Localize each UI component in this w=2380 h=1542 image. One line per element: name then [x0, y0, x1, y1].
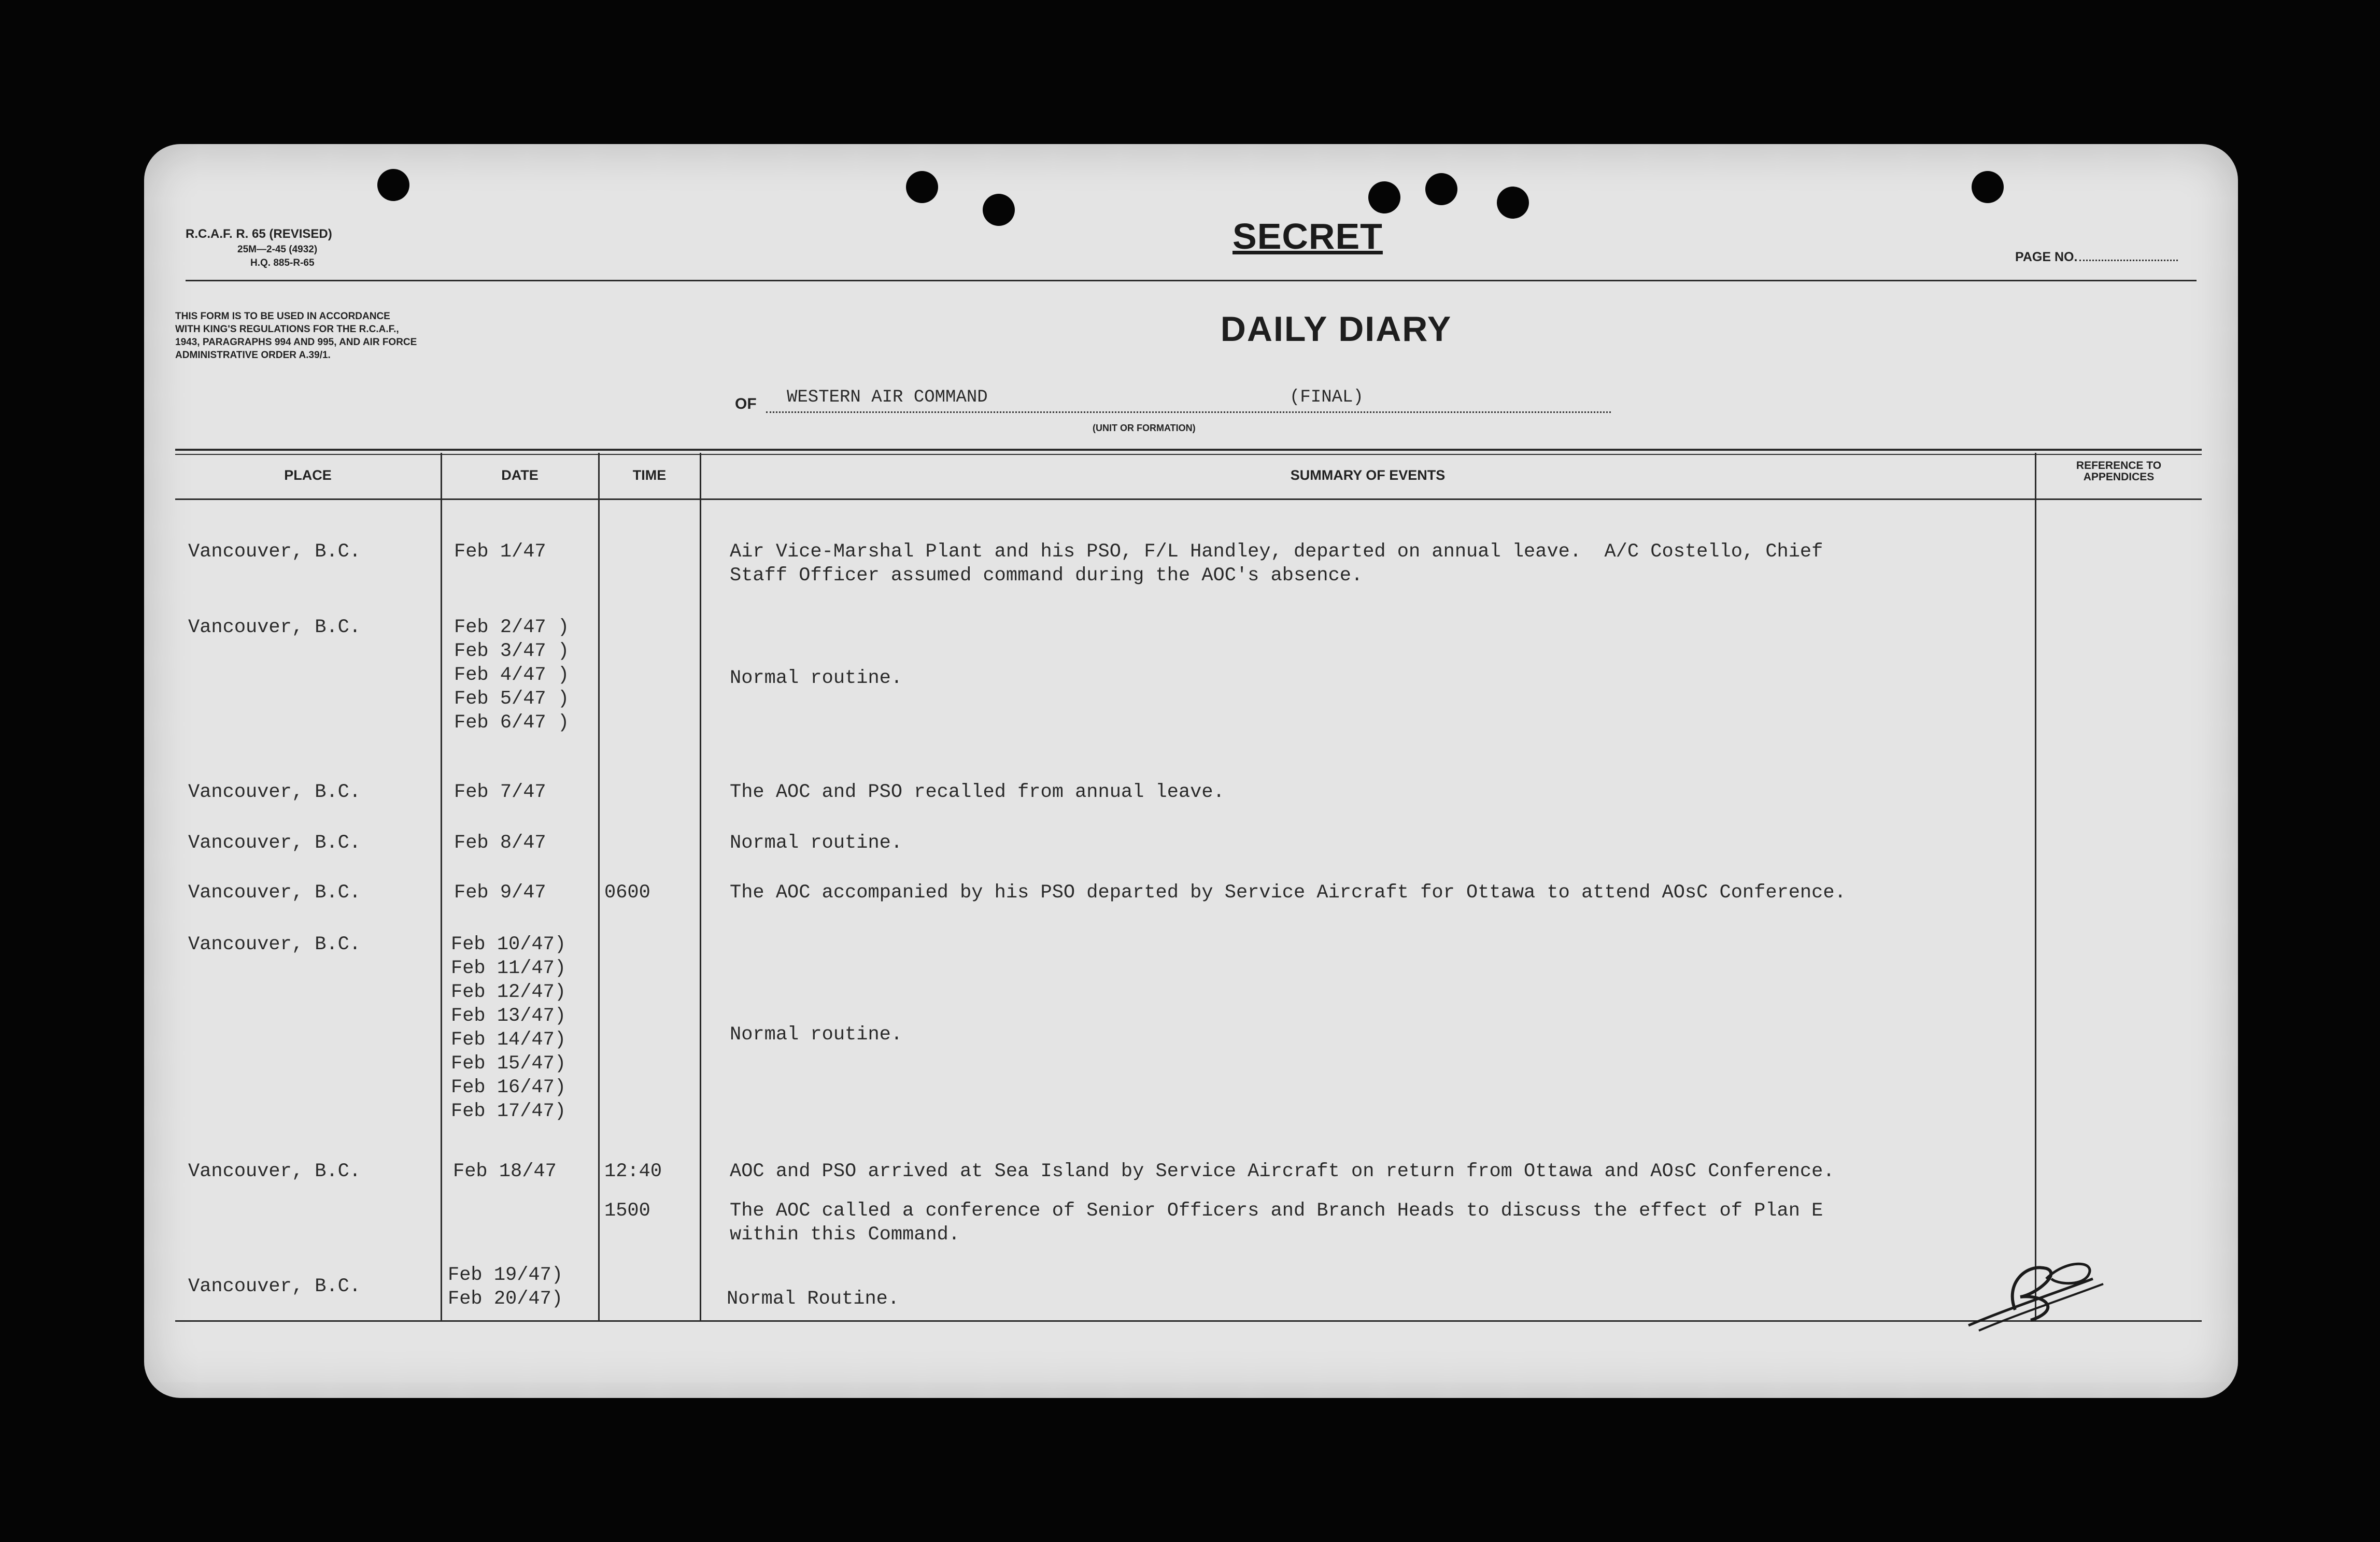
- row-8-summary: within this Command.: [730, 1224, 960, 1246]
- secret-label: SECRET: [1232, 216, 1383, 256]
- row-9-place: Vancouver, B.C.: [188, 1276, 361, 1297]
- page-number-label: PAGE NO.: [2015, 250, 2178, 264]
- unit-name: WESTERN AIR COMMAND: [787, 388, 988, 407]
- row-4-date: Feb 8/47: [454, 832, 546, 854]
- row-6-date: Feb 13/47): [451, 1005, 566, 1027]
- row-2-date: Feb 4/47 ): [454, 664, 570, 686]
- row-2-date: Feb 5/47 ): [454, 688, 570, 710]
- column-divider: [441, 453, 442, 1321]
- column-divider: [700, 453, 701, 1321]
- unit-line: [766, 411, 1611, 413]
- header-date: DATE: [501, 467, 539, 483]
- row-6-date: Feb 17/47): [451, 1101, 566, 1122]
- row-6-date: Feb 11/47): [451, 958, 566, 979]
- row-9-date: Feb 20/47): [448, 1288, 563, 1310]
- row-1-summary: Air Vice-Marshal Plant and his PSO, F/L Handley, departed on annual leave. A/C Costello, Chief: [730, 541, 1823, 563]
- row-2-date: Feb 3/47 ): [454, 640, 570, 662]
- row-2-date: Feb 6/47 ): [454, 712, 570, 734]
- print-code: 25M—2-45 (4932): [237, 244, 318, 255]
- row-1-date: Feb 1/47: [454, 541, 546, 563]
- unit-status: (FINAL): [1290, 388, 1364, 407]
- row-6-date: Feb 12/47): [451, 981, 566, 1003]
- regulation-notice: THIS FORM IS TO BE USED IN ACCORDANCE WITH KING'S REGULATIONS FOR THE R.C.A.F., 1943, PARAGRAPHS 994 AND 995, AND AIR FORCE ADMINISTRATIVE ORDER A.39/1.: [175, 311, 417, 361]
- row-5-time: 0600: [604, 882, 650, 904]
- punch-hole: [906, 171, 938, 203]
- row-3-summary: The AOC and PSO recalled from annual leave.: [730, 781, 1225, 803]
- header-summary: SUMMARY OF EVENTS: [1290, 467, 1446, 483]
- row-8-summary: The AOC called a conference of Senior Officers and Branch Heads to discuss the effect of Plan E: [730, 1200, 1823, 1222]
- header-place: PLACE: [284, 467, 332, 483]
- row-8-time: 1500: [604, 1200, 650, 1222]
- row-6-date: Feb 15/47): [451, 1053, 566, 1075]
- header-rule: [186, 280, 2197, 281]
- row-5-summary: The AOC accompanied by his PSO departed by Service Aircraft for Ottawa to attend AOsC Conference.: [730, 882, 1846, 904]
- row-3-date: Feb 7/47: [454, 781, 546, 803]
- signature-initials: [1958, 1248, 2114, 1336]
- row-1-place: Vancouver, B.C.: [188, 541, 361, 563]
- row-6-date: Feb 16/47): [451, 1077, 566, 1098]
- row-5-place: Vancouver, B.C.: [188, 882, 361, 904]
- row-7-time: 12:40: [604, 1161, 662, 1182]
- of-label: OF: [735, 395, 757, 412]
- unit-caption: (UNIT OR FORMATION): [1093, 423, 1196, 433]
- table-bottom-rule: [175, 1320, 2202, 1322]
- row-7-date: Feb 18/47: [453, 1161, 557, 1182]
- form-title: DAILY DIARY: [1220, 309, 1452, 349]
- row-2-date: Feb 2/47 ): [454, 617, 570, 638]
- row-2-place: Vancouver, B.C.: [188, 617, 361, 638]
- punch-hole: [1972, 171, 2004, 203]
- form-number: R.C.A.F. R. 65 (REVISED): [186, 227, 332, 241]
- row-6-place: Vancouver, B.C.: [188, 934, 361, 955]
- row-4-summary: Normal routine.: [730, 832, 903, 854]
- row-1-summary: Staff Officer assumed command during the AOC's absence.: [730, 565, 1363, 587]
- table-top-rule: [175, 449, 2202, 451]
- row-3-place: Vancouver, B.C.: [188, 781, 361, 803]
- row-7-summary: AOC and PSO arrived at Sea Island by Service Aircraft on return from Ottawa and AOsC Conference.: [730, 1161, 1835, 1182]
- hq-reference: H.Q. 885-R-65: [250, 258, 315, 268]
- punch-hole: [377, 169, 409, 201]
- row-6-date: Feb 10/47): [451, 934, 566, 955]
- diary-form: [144, 144, 2238, 1398]
- row-9-date: Feb 19/47): [448, 1264, 563, 1286]
- row-6-summary: Normal routine.: [730, 1024, 903, 1046]
- row-6-date: Feb 14/47): [451, 1029, 566, 1051]
- punch-hole: [1425, 173, 1457, 205]
- header-reference: REFERENCE TO APPENDICES: [2076, 460, 2162, 483]
- header-bottom-rule: [175, 498, 2202, 500]
- row-5-date: Feb 9/47: [454, 882, 546, 904]
- row-2-summary: Normal routine.: [730, 667, 903, 689]
- column-divider: [2035, 453, 2036, 1321]
- punch-hole: [983, 194, 1015, 226]
- column-divider: [598, 453, 600, 1321]
- punch-hole: [1368, 181, 1400, 213]
- punch-hole: [1497, 187, 1529, 219]
- header-time: TIME: [632, 467, 667, 483]
- row-4-place: Vancouver, B.C.: [188, 832, 361, 854]
- table-top-rule-2: [175, 454, 2202, 455]
- row-9-summary: Normal Routine.: [727, 1288, 900, 1310]
- row-7-place: Vancouver, B.C.: [188, 1161, 361, 1182]
